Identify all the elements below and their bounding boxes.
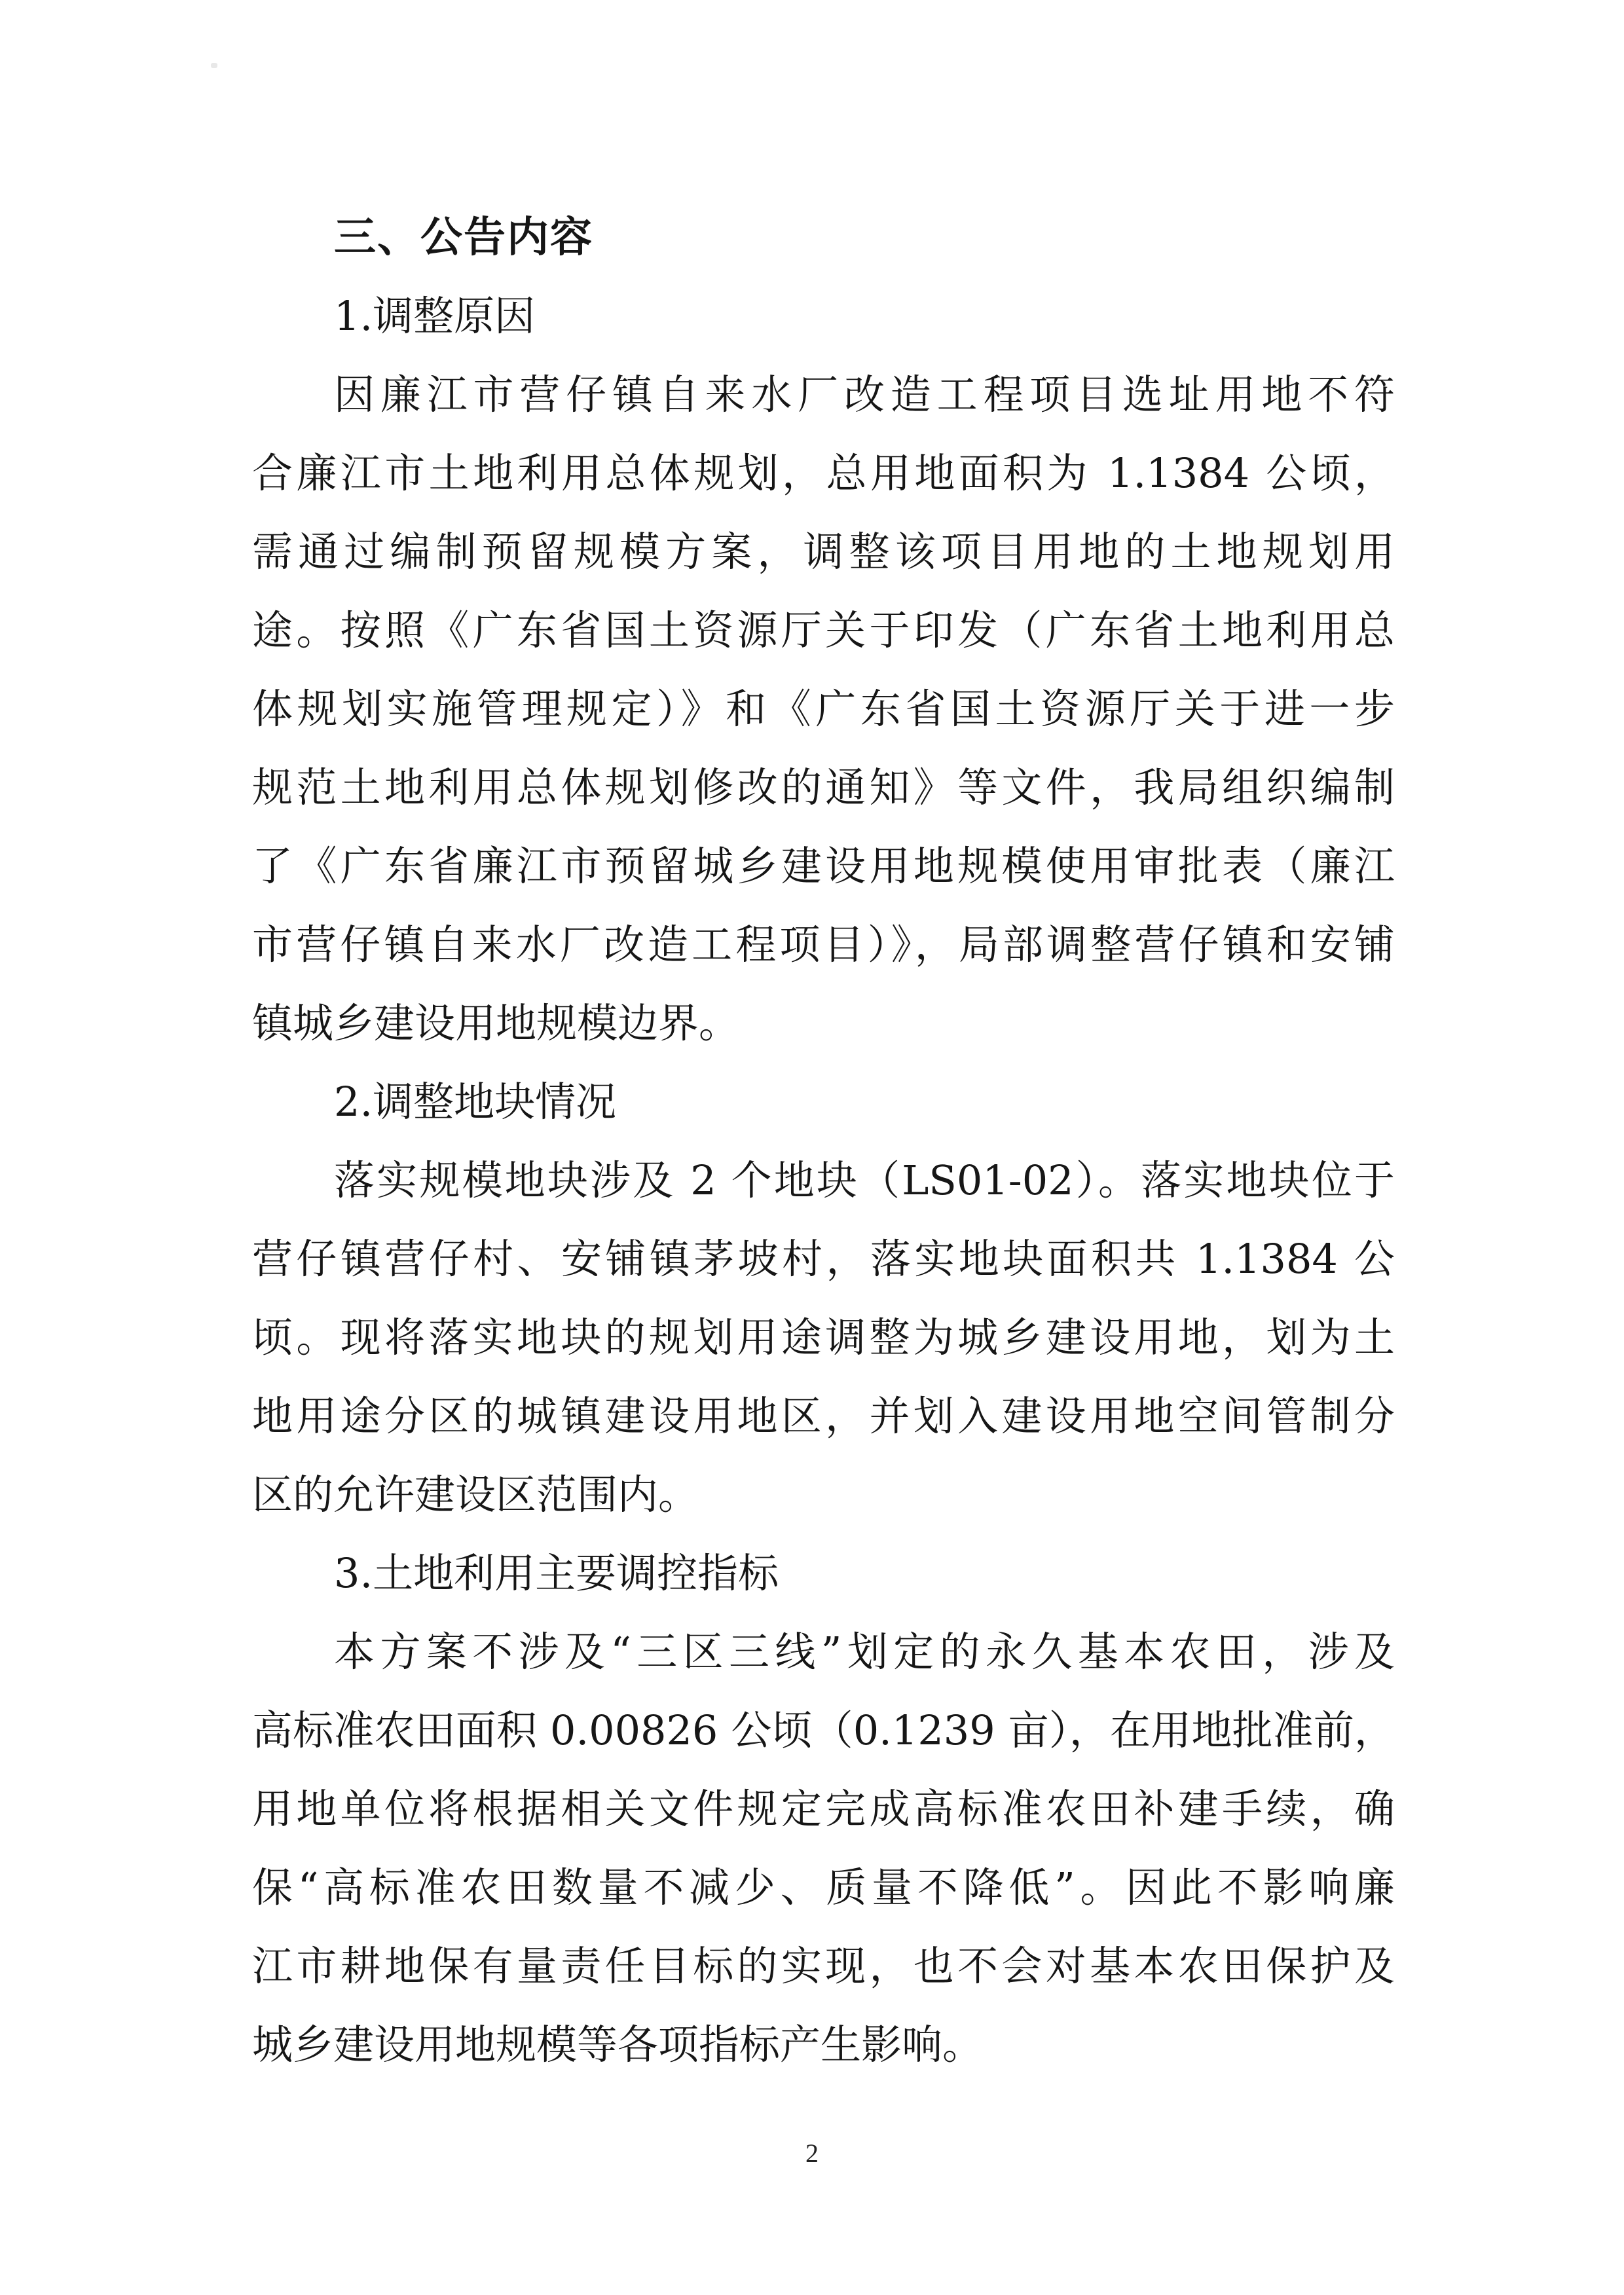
paragraph-adjustment-reason <box>252 365 1395 1073</box>
text-line: 规范土地利用总体规划修改的通知》等文件，我局组织编制 <box>252 763 1395 811</box>
text-line: 营仔镇营仔村、安铺镇茅坡村，落实地块面积共 1.1384 公 <box>252 1235 1395 1283</box>
paragraph-control-indicators <box>252 1623 1395 2094</box>
paragraph-plot-situation <box>252 1151 1395 1544</box>
document-body <box>252 208 1395 2094</box>
text-line: 落实规模地块涉及 2 个地块（LS01-02）。落实地块位于 <box>334 1156 1395 1204</box>
text-line: 途。按照《广东省国土资源厅关于印发（广东省土地利用总 <box>252 606 1395 654</box>
text-line: 体规划实施管理规定）》和《广东省国土资源厅关于进一步 <box>252 685 1395 733</box>
text-line: 镇城乡建设用地规模边界。 <box>252 999 740 1047</box>
section-heading: 三、公告内容 <box>334 213 593 262</box>
text-line: 地用途分区的城镇建设用地区，并划入建设用地空间管制分 <box>252 1392 1395 1440</box>
text-line: 高标准农田面积 0.00826 公顷（0.1239 亩），在用地批准前， <box>252 1706 1395 1754</box>
text-line: 区的允许建设区范围内。 <box>252 1471 699 1518</box>
text-line: 江市耕地保有量责任目标的实现，也不会对基本农田保护及 <box>252 1942 1395 1990</box>
text-line: 保“高标准农田数量不减少、质量不降低”。因此不影响廉 <box>252 1864 1395 1911</box>
text-line: 因廉江市营仔镇自来水厂改造工程项目选址用地不符 <box>334 371 1395 418</box>
subsection-heading-control-indicators: 3.土地利用主要调控指标 <box>334 1549 779 1597</box>
text-line: 市营仔镇自来水厂改造工程项目）》，局部调整营仔镇和安铺 <box>252 921 1395 968</box>
text-line: 本方案不涉及“三区三线”划定的永久基本农田，涉及 <box>334 1628 1395 1676</box>
text-line: 顷。现将落实地块的规划用途调整为城乡建设用地，划为土 <box>252 1313 1395 1361</box>
scan-artifact <box>211 63 217 68</box>
text-line: 需通过编制预留规模方案，调整该项目用地的土地规划用 <box>252 528 1395 576</box>
text-line: 合廉江市土地利用总体规划，总用地面积为 1.1384 公顷， <box>252 449 1395 497</box>
text-line: 城乡建设用地规模等各项指标产生影响。 <box>252 2021 984 2068</box>
subsection-heading-plot-situation: 2.调整地块情况 <box>334 1078 617 1126</box>
page-number: 2 <box>805 2139 819 2168</box>
text-line: 了《广东省廉江市预留城乡建设用地规模使用审批表（廉江 <box>252 842 1395 890</box>
text-line: 用地单位将根据相关文件规定完成高标准农田补建手续，确 <box>252 1785 1395 1833</box>
subsection-heading-adjustment-reason: 1.调整原因 <box>334 292 536 340</box>
